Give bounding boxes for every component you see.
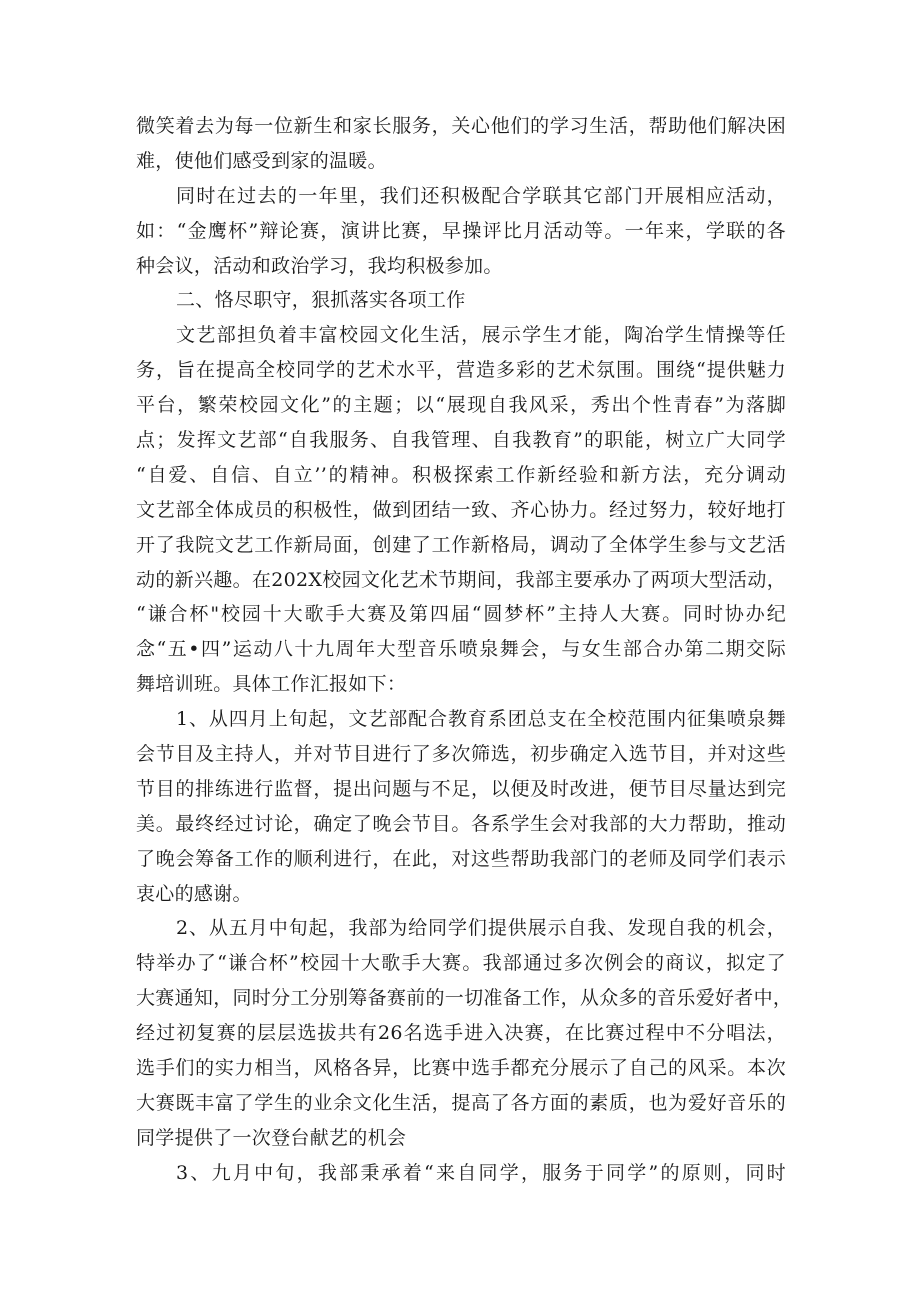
text-line: 点；发挥文艺部“自我服务、自我管理、自我教育”的职能，树立广大同学 [136,429,786,452]
text-line: 动的新兴趣。在202X校园文化艺术节期间，我部主要承办了两项大型活动， [136,568,786,591]
text-line: 二、恪尽职守，狠抓落实各项工作 [176,289,466,312]
text-line: 1、从四月上旬起，文艺部配合教育系团总支在全校范围内征集喷泉舞 [176,708,786,731]
text-line: 如：“金鹰杯”辩论赛，演讲比赛，早操评比月活动等。一年来，学联的各 [136,219,786,242]
text-line: 美。最终经过讨论，确定了晚会节目。各系学生会对我部的大力帮助，推动 [136,812,786,835]
text-line: 务，旨在提高全校同学的艺术水平，营造多彩的艺术氛围。围绕“提供魅力 [136,359,786,382]
text-line: 节目的排练进行监督，提出问题与不足，以便及时改进，便节目尽量达到完 [136,777,786,800]
text-line: “谦合杯"校园十大歌手大赛及第四届“圆梦杯”主持人大赛。同时协办纪 [136,603,786,626]
text-line: 文艺部全体成员的积极性，做到团结一致、齐心协力。经过努力，较好地打 [136,498,786,521]
text-line: 平台，繁荣校园文化”的主题；以“展现自我风采，秀出个性青春”为落脚 [136,394,786,417]
text-line: 难，使他们感受到家的温暖。 [136,149,387,172]
document-body [136,109,793,1191]
text-line: 开了我院文艺工作新局面，创建了工作新格局，调动了全体学生参与文艺活 [136,533,786,556]
text-line: 衷心的感谢。 [136,882,252,905]
text-line: 舞培训班。具体工作汇报如下： [136,673,407,696]
text-line: 同学提供了一次登台献艺的机会 [136,1126,407,1149]
text-line: 了晚会筹备工作的顺利进行，在此，对这些帮助我部门的老师及同学们表示 [136,847,786,870]
text-line: 文艺部担负着丰富校园文化生活，展示学生才能，陶冶学生情操等任 [176,324,786,347]
text-line: 特举办了“谦合杯”校园十大歌手大赛。我部通过多次例会的商议，拟定了 [136,952,786,975]
text-line: 3、九月中旬，我部秉承着“来自同学，服务于同学”的原则，同时 [176,1161,786,1184]
text-line: 同时在过去的一年里，我们还积极配合学联其它部门开展相应活动， [176,184,786,207]
text-line: “自爱、自信、自立’’的精神。积极探索工作新经验和新方法，充分调动 [136,463,786,486]
text-line: 选手们的实力相当，风格各异，比赛中选手都充分展示了自己的风采。本次 [136,1057,786,1080]
text-line: 念“五•四”运动八十九周年大型音乐喷泉舞会，与女生部合办第二期交际 [136,638,786,661]
text-line: 大赛通知，同时分工分别筹备赛前的一切准备工作，从众多的音乐爱好者中， [136,987,793,1010]
text-line: 会节目及主持人，并对节目进行了多次筛选，初步确定入选节目，并对这些 [136,743,786,766]
text-line: 经过初复赛的层层选拔共有26名选手进入决赛，在比赛过程中不分唱法， [136,1022,786,1045]
text-line: 微笑着去为每一位新生和家长服务，关心他们的学习生活，帮助他们解决困 [136,115,786,137]
text-line: 2、从五月中旬起，我部为给同学们提供展示自我、发现自我的机会， [176,917,786,940]
text-line: 种会议，活动和政治学习，我均积极参加。 [136,254,503,277]
text-line: 大赛既丰富了学生的业余文化生活，提高了各方面的素质，也为爱好音乐的 [136,1091,786,1114]
